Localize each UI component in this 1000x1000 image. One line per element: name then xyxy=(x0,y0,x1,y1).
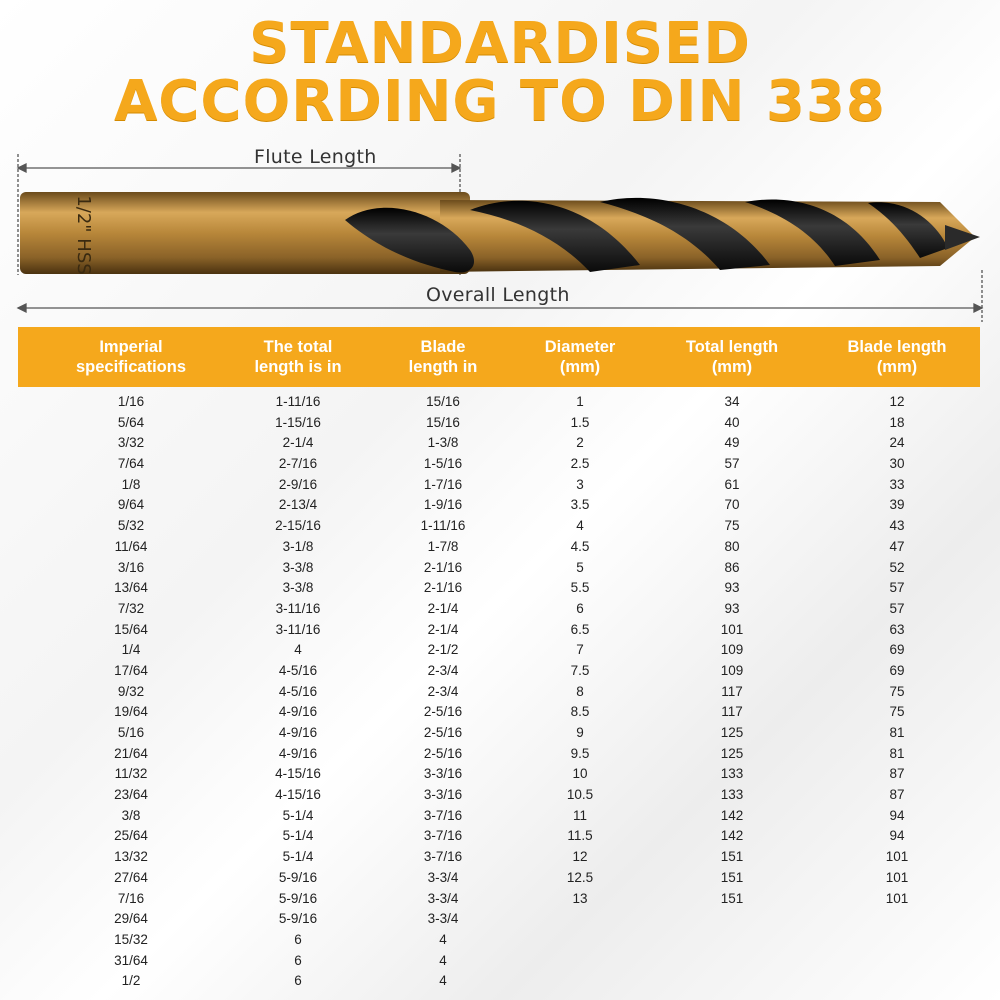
table-cell: 6.5 xyxy=(570,621,590,637)
table-cell xyxy=(652,951,812,972)
table-cell: 1-11/16 xyxy=(420,518,466,534)
table-cell: 9/32 xyxy=(117,683,145,699)
table-cell: 31/64 xyxy=(114,952,148,968)
table-row xyxy=(18,744,980,765)
table-cell: 34 xyxy=(724,394,740,409)
table-cell: 75 xyxy=(889,704,905,720)
table-cell: 5.5 xyxy=(570,580,590,596)
overall-dimension-line xyxy=(18,270,982,322)
table-cell: 11 xyxy=(572,807,587,823)
table-cell: 49 xyxy=(724,435,740,451)
table-cell: 2-1/4 xyxy=(282,435,314,451)
table-cell: 4-5/16 xyxy=(278,683,318,699)
table-cell: 3-7/16 xyxy=(423,828,463,844)
table-row xyxy=(18,392,980,413)
table-row xyxy=(18,723,980,744)
table-cell xyxy=(500,909,660,930)
table-cell: 27/64 xyxy=(114,869,148,885)
table-cell: 23/64 xyxy=(114,787,148,803)
table-cell: 7.5 xyxy=(570,662,590,678)
table-cell: 7/16 xyxy=(117,890,145,906)
table-cell: 4 xyxy=(439,931,447,947)
table-cell: 7/64 xyxy=(117,456,145,472)
table-cell: 6 xyxy=(294,931,302,947)
table-cell: 86 xyxy=(724,559,740,575)
table-row xyxy=(18,930,980,951)
table-cell: 12.5 xyxy=(566,869,594,885)
table-cell: 125 xyxy=(720,725,744,740)
table-cell: 1-11/16 xyxy=(275,394,321,409)
table-cell: 9/64 xyxy=(117,497,145,513)
table-cell: 2-1/4 xyxy=(427,621,459,637)
table-cell: 5-9/16 xyxy=(278,869,318,885)
table-cell: 15/64 xyxy=(114,621,148,637)
table-cell: 7 xyxy=(576,642,584,658)
table-cell: 3-7/16 xyxy=(423,849,463,865)
table-cell: 63 xyxy=(889,621,905,637)
table-row xyxy=(18,847,980,868)
table-cell: 18 xyxy=(889,414,905,430)
table-cell: 101 xyxy=(885,849,909,865)
table-cell: 57 xyxy=(889,600,905,616)
table-row xyxy=(18,971,980,992)
table-cell: 4-9/16 xyxy=(278,704,318,720)
table-row xyxy=(18,454,980,475)
table-cell: 4-9/16 xyxy=(278,745,318,761)
flute-length-label: Flute Length xyxy=(254,146,377,168)
table-header xyxy=(18,327,980,387)
table-row xyxy=(18,661,980,682)
table-cell: 39 xyxy=(889,497,905,513)
table-cell: 2-13/4 xyxy=(278,497,318,513)
table-cell: 1-15/16 xyxy=(275,414,321,430)
header-col-5: Blade length (mm) xyxy=(847,338,947,376)
table-row xyxy=(18,558,980,579)
table-cell: 101 xyxy=(720,621,744,637)
table-cell: 5-9/16 xyxy=(278,911,318,927)
table-cell: 5-1/4 xyxy=(282,849,314,865)
table-row xyxy=(18,702,980,723)
table-cell: 43 xyxy=(889,518,905,534)
table-cell: 10 xyxy=(572,766,588,782)
table-cell: 57 xyxy=(724,456,740,472)
table-cell xyxy=(652,909,812,930)
table-cell: 4-5/16 xyxy=(278,662,318,678)
table-cell xyxy=(652,971,812,992)
table-cell: 1-5/16 xyxy=(423,456,463,472)
table-row xyxy=(18,599,980,620)
table-cell: 133 xyxy=(720,766,744,782)
table-cell: 2-5/16 xyxy=(423,725,463,740)
table-cell: 2 xyxy=(576,435,584,451)
table-cell: 75 xyxy=(724,518,740,534)
table-cell: 1/4 xyxy=(121,642,141,658)
table-cell: 3-3/16 xyxy=(423,766,463,782)
table-cell: 2-7/16 xyxy=(278,456,318,472)
table-cell: 80 xyxy=(724,538,740,554)
table-cell: 5-9/16 xyxy=(278,890,318,906)
drill-bit-diagram xyxy=(0,140,1000,325)
table-cell: 125 xyxy=(720,745,744,761)
table-row xyxy=(18,475,980,496)
table-cell: 2-9/16 xyxy=(278,476,318,492)
table-cell: 6 xyxy=(294,952,302,968)
header-col-1: The total length is in xyxy=(254,338,342,376)
table-cell: 25/64 xyxy=(114,828,148,844)
table-cell: 3-3/16 xyxy=(423,787,463,803)
table-cell: 8.5 xyxy=(570,704,590,720)
table-cell: 12 xyxy=(572,849,588,865)
table-cell: 8 xyxy=(576,683,584,699)
table-row xyxy=(18,889,980,910)
table-cell: 6 xyxy=(294,973,302,989)
table-cell xyxy=(817,971,977,992)
table-cell: 61 xyxy=(724,476,740,492)
table-cell: 5-1/4 xyxy=(282,807,314,823)
table-cell: 6 xyxy=(576,600,584,616)
table-cell xyxy=(500,951,660,972)
table-row xyxy=(18,640,980,661)
table-cell: 93 xyxy=(724,580,740,596)
table-cell: 151 xyxy=(720,849,744,865)
header-col-0: Imperial specifications xyxy=(75,338,187,376)
table-cell: 11/64 xyxy=(114,538,148,554)
table-cell: 5/32 xyxy=(117,518,145,534)
table-cell: 7/32 xyxy=(117,600,145,616)
table-cell: 3-3/4 xyxy=(427,869,459,885)
table-cell: 13/64 xyxy=(114,580,148,596)
table-cell: 1/8 xyxy=(121,476,141,492)
table-row xyxy=(18,785,980,806)
table-cell: 3-3/8 xyxy=(282,559,314,575)
table-cell: 13/32 xyxy=(114,849,148,865)
table-cell: 15/32 xyxy=(114,931,148,947)
overall-length-label: Overall Length xyxy=(426,284,570,306)
table-cell: 81 xyxy=(889,725,905,740)
table-cell xyxy=(817,930,977,951)
table-cell: 3/32 xyxy=(117,435,145,451)
table-cell: 87 xyxy=(889,787,905,803)
table-cell: 2-5/16 xyxy=(423,704,463,720)
table-cell: 29/64 xyxy=(114,911,148,927)
table-cell: 19/64 xyxy=(114,704,148,720)
table-cell: 3 xyxy=(576,476,584,492)
table-cell: 1-7/8 xyxy=(427,538,459,554)
header-col-4: Total length (mm) xyxy=(685,338,779,376)
table-row xyxy=(18,806,980,827)
table-cell: 117 xyxy=(721,683,743,699)
table-cell: 1/16 xyxy=(117,394,145,409)
table-cell: 47 xyxy=(889,538,905,554)
table-cell: 94 xyxy=(889,828,905,844)
table-cell: 4 xyxy=(294,642,302,658)
table-cell: 17/64 xyxy=(114,662,148,678)
table-cell: 2-3/4 xyxy=(427,662,459,678)
table-cell: 2-3/4 xyxy=(427,683,459,699)
table-row xyxy=(18,868,980,889)
table-cell: 1 xyxy=(576,394,584,409)
table-cell: 33 xyxy=(889,476,905,492)
table-cell: 9 xyxy=(576,725,584,740)
table-cell: 3/16 xyxy=(117,559,145,575)
table-cell: 1-7/16 xyxy=(423,476,463,492)
table-cell: 142 xyxy=(720,807,744,823)
table-cell: 3.5 xyxy=(570,497,590,513)
header-col-3: Diameter (mm) xyxy=(544,338,616,376)
table-cell: 5/16 xyxy=(117,725,145,740)
table-cell: 93 xyxy=(724,600,740,616)
table-cell: 24 xyxy=(889,435,905,451)
table-cell: 2.5 xyxy=(570,456,590,472)
table-row xyxy=(18,764,980,785)
table-cell xyxy=(500,971,660,992)
table-cell: 109 xyxy=(720,642,744,658)
table-cell: 109 xyxy=(720,662,744,678)
table-row xyxy=(18,433,980,454)
table-cell: 151 xyxy=(720,869,744,885)
table-row xyxy=(18,951,980,972)
table-cell: 69 xyxy=(889,642,905,658)
table-cell: 30 xyxy=(889,456,905,472)
table-row xyxy=(18,909,980,930)
header-col-2: Blade length in xyxy=(408,338,478,376)
table-cell: 4 xyxy=(439,952,447,968)
table-cell: 15/16 xyxy=(426,394,460,409)
table-cell xyxy=(652,930,812,951)
title-line-2: ACCORDING TO DIN 338 xyxy=(114,69,886,134)
table-cell: 4.5 xyxy=(570,538,590,554)
table-cell xyxy=(500,930,660,951)
table-row xyxy=(18,620,980,641)
table-cell: 133 xyxy=(720,787,744,803)
table-row xyxy=(18,537,980,558)
table-cell: 3-3/8 xyxy=(282,580,314,596)
table-cell: 9.5 xyxy=(570,745,590,761)
table-cell xyxy=(817,951,977,972)
spec-table xyxy=(18,392,980,992)
table-cell: 81 xyxy=(889,745,905,761)
table-cell: 69 xyxy=(889,662,905,678)
table-cell: 3-7/16 xyxy=(423,807,463,823)
table-row xyxy=(18,682,980,703)
table-cell: 52 xyxy=(889,559,905,575)
table-cell: 11/32 xyxy=(114,766,148,782)
table-row xyxy=(18,413,980,434)
table-cell: 2-15/16 xyxy=(275,518,321,534)
table-cell: 10.5 xyxy=(566,787,594,803)
table-cell xyxy=(817,909,977,930)
table-cell: 4-15/16 xyxy=(275,766,321,782)
table-cell: 75 xyxy=(889,683,905,699)
table-cell: 101 xyxy=(885,890,909,906)
table-cell: 3-3/4 xyxy=(427,890,459,906)
table-cell: 94 xyxy=(889,807,905,823)
table-row xyxy=(18,495,980,516)
table-cell: 70 xyxy=(724,497,740,513)
table-row xyxy=(18,826,980,847)
table-cell: 3-11/16 xyxy=(275,621,321,637)
table-cell: 5 xyxy=(576,559,584,575)
table-cell: 2-1/16 xyxy=(423,559,463,575)
table-cell: 57 xyxy=(889,580,905,596)
table-cell: 13 xyxy=(572,890,588,906)
table-cell: 5/64 xyxy=(117,414,145,430)
table-cell: 3/8 xyxy=(121,807,141,823)
table-cell: 151 xyxy=(720,890,744,906)
table-cell: 40 xyxy=(724,414,740,430)
table-cell: 1/2 xyxy=(121,973,141,989)
table-cell: 117 xyxy=(721,704,743,720)
table-cell: 1-3/8 xyxy=(427,435,459,451)
table-row xyxy=(18,516,980,537)
table-cell: 4 xyxy=(576,518,584,534)
table-row xyxy=(18,578,980,599)
table-cell: 12 xyxy=(889,394,905,409)
shank-marking: 1/2" HSS xyxy=(73,195,94,275)
table-cell: 3-1/8 xyxy=(282,538,314,554)
table-cell: 1-9/16 xyxy=(423,497,463,513)
table-cell: 21/64 xyxy=(114,745,148,761)
table-cell: 3-3/4 xyxy=(427,911,459,927)
table-cell: 2-5/16 xyxy=(423,745,463,761)
table-cell: 4-9/16 xyxy=(278,725,318,740)
table-cell: 1.5 xyxy=(570,414,590,430)
table-cell: 4-15/16 xyxy=(275,787,321,803)
table-cell: 87 xyxy=(889,766,905,782)
table-cell: 142 xyxy=(720,828,744,844)
table-cell: 15/16 xyxy=(426,414,460,430)
table-cell: 5-1/4 xyxy=(282,828,314,844)
table-cell: 2-1/16 xyxy=(423,580,463,596)
title-line-1: STANDARDISED xyxy=(249,11,751,76)
table-cell: 3-11/16 xyxy=(275,600,321,616)
table-cell: 2-1/4 xyxy=(427,600,459,616)
table-cell: 2-1/2 xyxy=(427,642,459,658)
table-cell: 11.5 xyxy=(567,828,593,844)
table-cell: 4 xyxy=(439,973,447,989)
table-cell: 101 xyxy=(885,869,909,885)
